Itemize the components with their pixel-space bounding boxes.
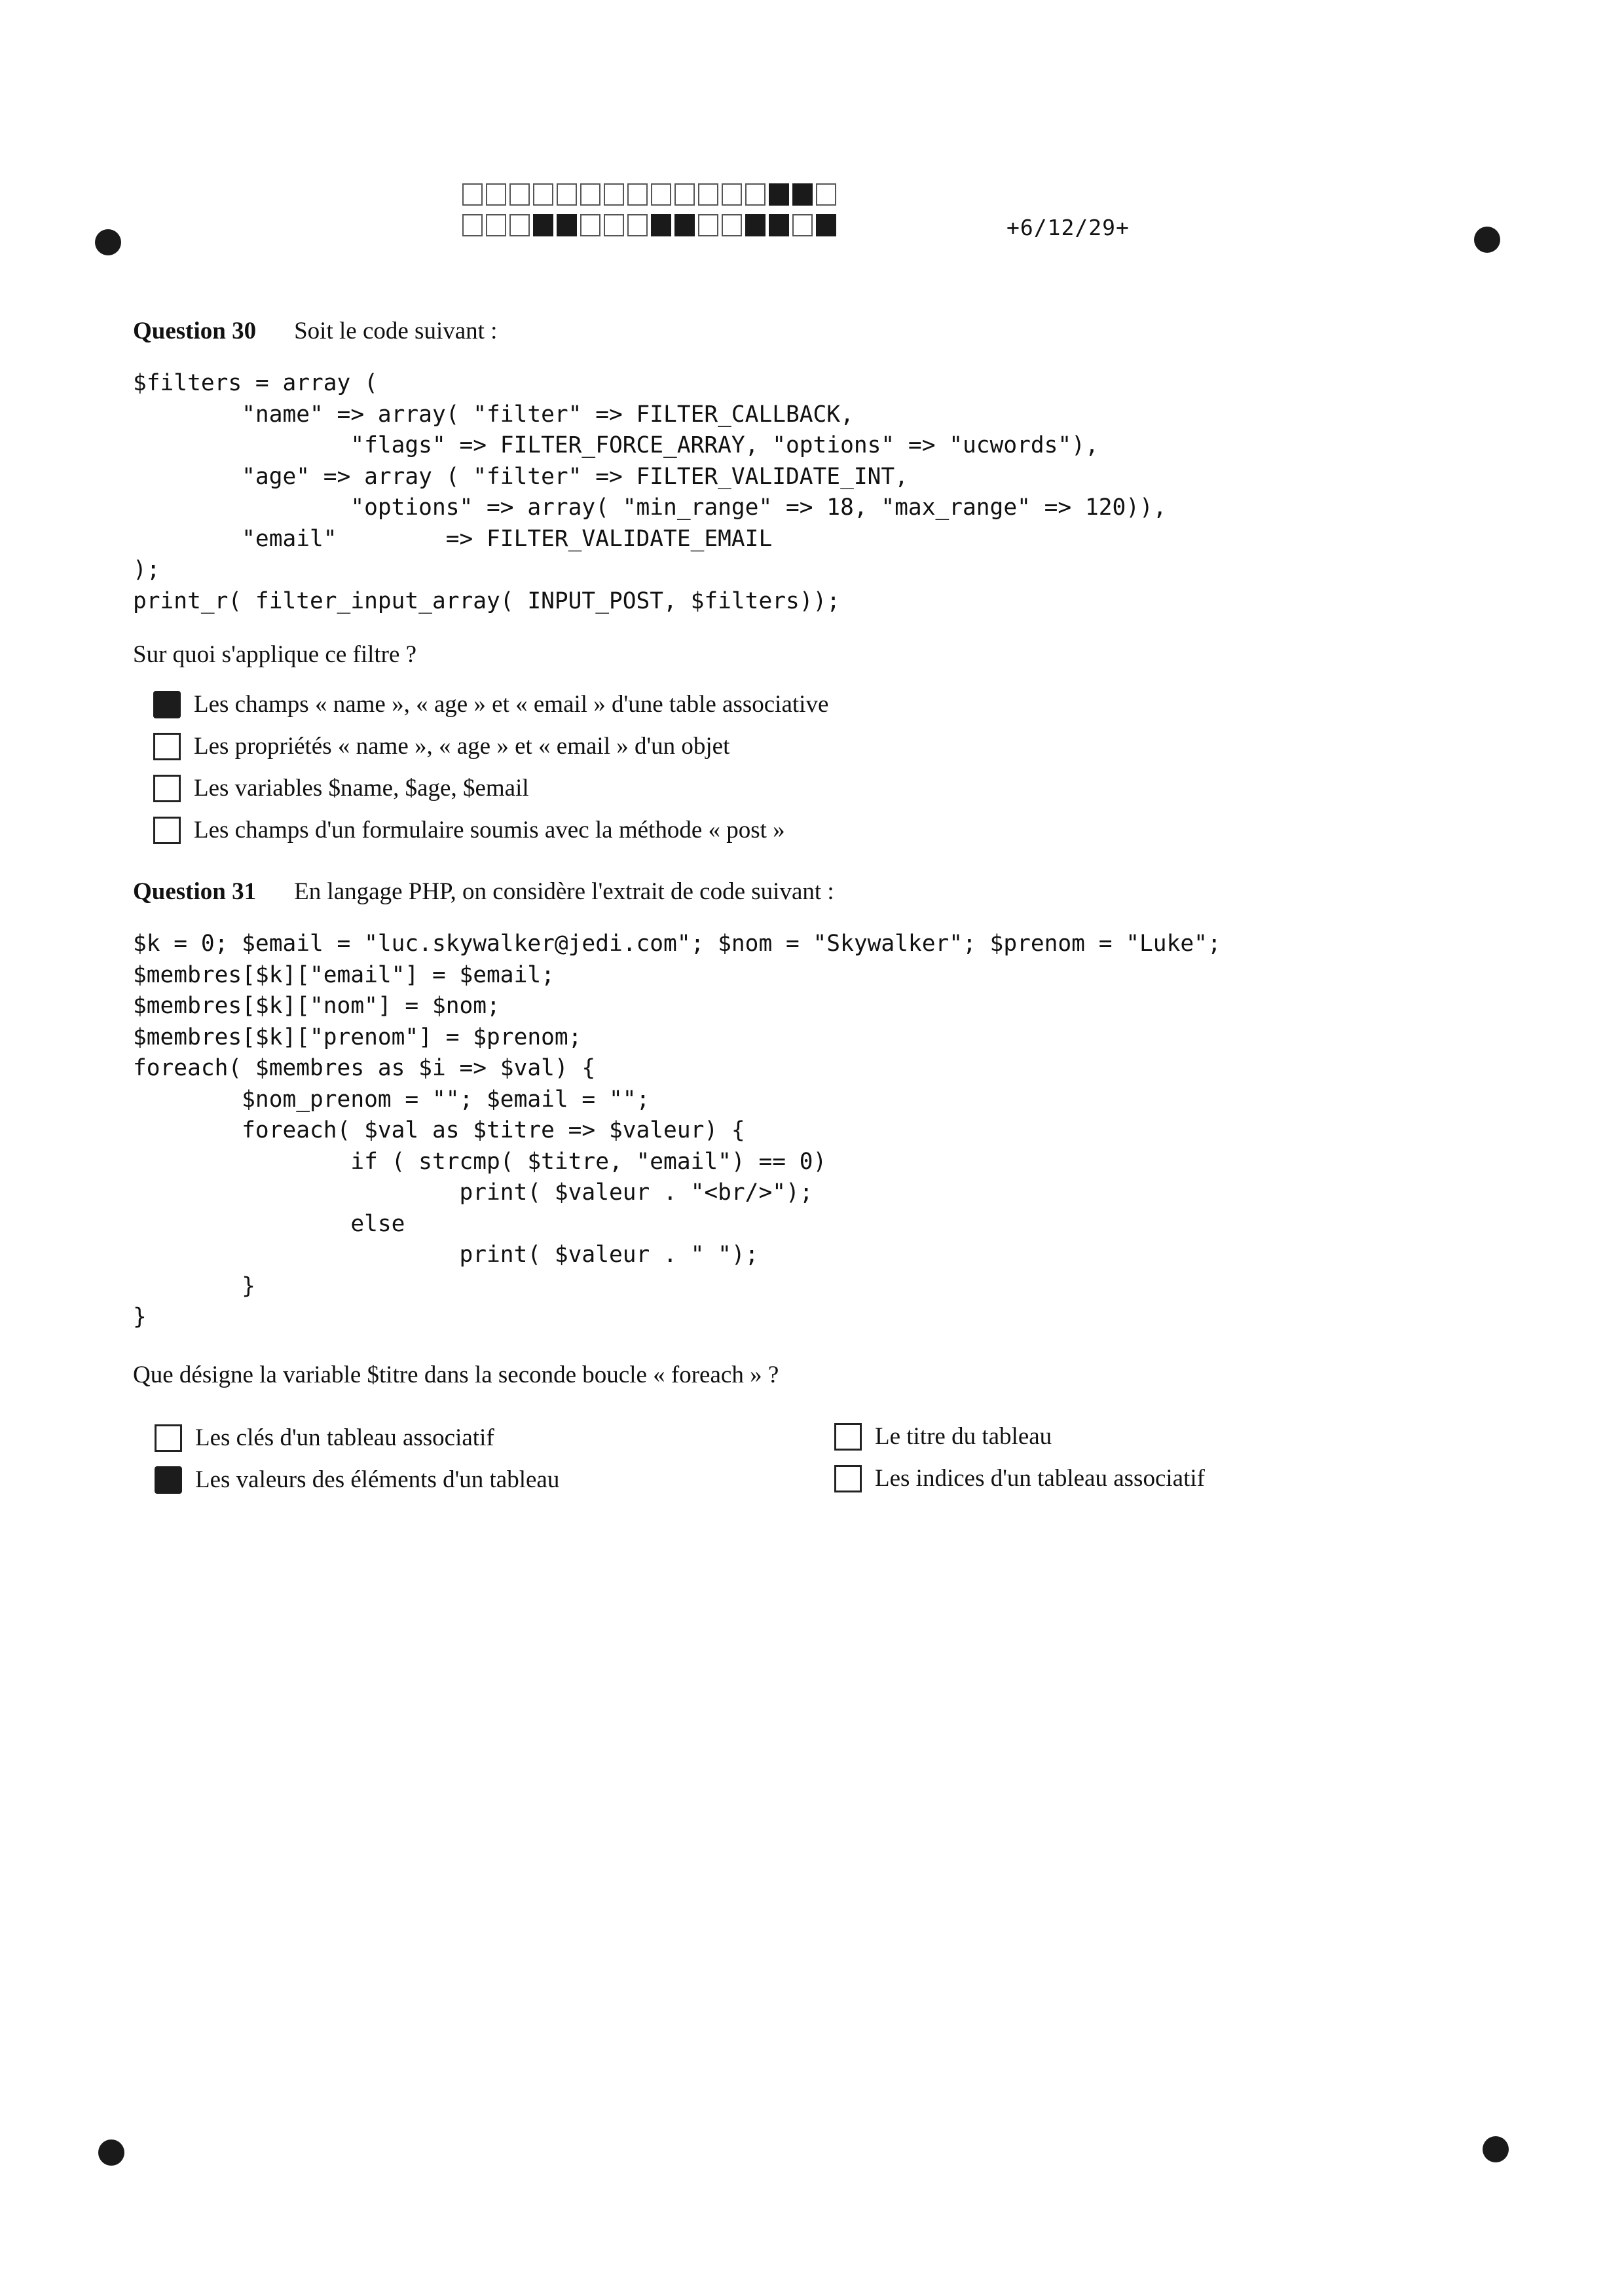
option-label: Les clés d'un tableau associatif: [195, 1424, 494, 1451]
barcode-cell: [816, 214, 836, 236]
barcode-cell: [486, 183, 506, 206]
barcode-cell: [604, 214, 624, 236]
checkbox[interactable]: [834, 1423, 862, 1451]
registration-dot-bottom-right: [1483, 2136, 1509, 2162]
barcode-cell: [627, 214, 648, 236]
barcode-cell: [627, 183, 648, 206]
option-label: Les champs d'un formulaire soumis avec la méthode « post »: [194, 817, 785, 843]
barcode-cell: [745, 183, 766, 206]
page-barcode-row-1: [462, 183, 840, 206]
question-31-header: [133, 878, 834, 906]
registration-dot-bottom-left: [98, 2139, 124, 2166]
checkbox[interactable]: [153, 817, 181, 844]
page-barcode-row-2: [462, 214, 840, 236]
barcode-cell: [580, 183, 600, 206]
question-30-option-1[interactable]: [153, 690, 828, 718]
barcode-cell: [698, 183, 718, 206]
registration-dot-top-right: [1474, 227, 1500, 253]
option-label: Les valeurs des éléments d'un tableau: [195, 1466, 560, 1493]
question-30-header: [133, 317, 497, 345]
checkbox[interactable]: [155, 1466, 182, 1494]
question-31-option-2[interactable]: [155, 1466, 559, 1494]
page-identifier: +6/12/29+: [1006, 215, 1130, 240]
barcode-cell: [604, 183, 624, 206]
question-31-option-4[interactable]: [834, 1464, 1205, 1492]
question-31-intro: En langage PHP, on considère l'extrait de code suivant :: [294, 878, 834, 905]
barcode-cell: [792, 183, 813, 206]
barcode-cell: [557, 214, 577, 236]
question-31-option-3[interactable]: [834, 1422, 1052, 1451]
question-30-intro: Soit le code suivant :: [294, 318, 498, 344]
barcode-cell: [533, 214, 553, 236]
option-label: Les champs « name », « age » et « email » d'une table associative: [194, 691, 829, 718]
question-30-code: $filters = array ( "name" => array( "filter" => FILTER_CALLBACK, "flags" => FILTER_FORCE_ARRAY, "options" => "ucwords"), "age" => array ( "filter" => FILTER_VALIDATE_INT, "options" => array( "min_range" => 18, "max_range" => 120)), "email" => FILTER_VALIDATE_EMAIL ); print_r( filter_input_array( INPUT_POST, $filters));: [133, 370, 1167, 614]
question-30-option-2[interactable]: [153, 732, 729, 760]
question-31-option-1[interactable]: [155, 1424, 494, 1452]
barcode-cell: [651, 183, 671, 206]
registration-dot-top-left: [95, 229, 121, 255]
barcode-cell: [557, 183, 577, 206]
question-31-prompt: Que désigne la variable $titre dans la seconde boucle « foreach » ?: [133, 1361, 779, 1388]
question-31-code: $k = 0; $email = "luc.skywalker@jedi.com"; $nom = "Skywalker"; $prenom = "Luke"; $membres[$k]["email"] = $email; $membres[$k]["nom"] = $nom; $membres[$k]["prenom"] = $prenom; foreach( $membres as $i => $val) { $nom_prenom = ""; $email = ""; foreach( $val as $titre => $valeur) { if ( strcmp( $titre, "email") == 0) print( $valeur . "<br/>"); else print( $valeur . " "); } }: [133, 931, 1221, 1330]
barcode-cell: [486, 214, 506, 236]
checkbox[interactable]: [834, 1465, 862, 1492]
question-30-option-4[interactable]: [153, 816, 785, 844]
option-label: Les propriétés « name », « age » et « email » d'un objet: [194, 733, 730, 760]
checkbox[interactable]: [153, 775, 181, 802]
barcode-cell: [745, 214, 766, 236]
barcode-cell: [792, 214, 813, 236]
option-label: Les indices d'un tableau associatif: [875, 1465, 1205, 1492]
question-31-number: Question 31: [133, 878, 257, 905]
barcode-cell: [769, 183, 789, 206]
question-30-prompt: Sur quoi s'applique ce filtre ?: [133, 641, 417, 668]
barcode-cell: [509, 214, 530, 236]
barcode-cell: [674, 214, 695, 236]
barcode-cell: [580, 214, 600, 236]
barcode-cell: [674, 183, 695, 206]
option-label: Le titre du tableau: [875, 1423, 1052, 1450]
question-30-number: Question 30: [133, 318, 257, 344]
barcode-cell: [698, 214, 718, 236]
barcode-cell: [509, 183, 530, 206]
checkbox[interactable]: [153, 691, 181, 718]
checkbox[interactable]: [153, 733, 181, 760]
question-30-option-3[interactable]: [153, 774, 529, 802]
barcode-cell: [722, 183, 742, 206]
barcode-cell: [722, 214, 742, 236]
barcode-cell: [462, 214, 483, 236]
barcode-cell: [816, 183, 836, 206]
barcode-cell: [462, 183, 483, 206]
option-label: Les variables $name, $age, $email: [194, 775, 529, 802]
barcode-cell: [533, 183, 553, 206]
barcode-cell: [769, 214, 789, 236]
checkbox[interactable]: [155, 1424, 182, 1452]
barcode-cell: [651, 214, 671, 236]
